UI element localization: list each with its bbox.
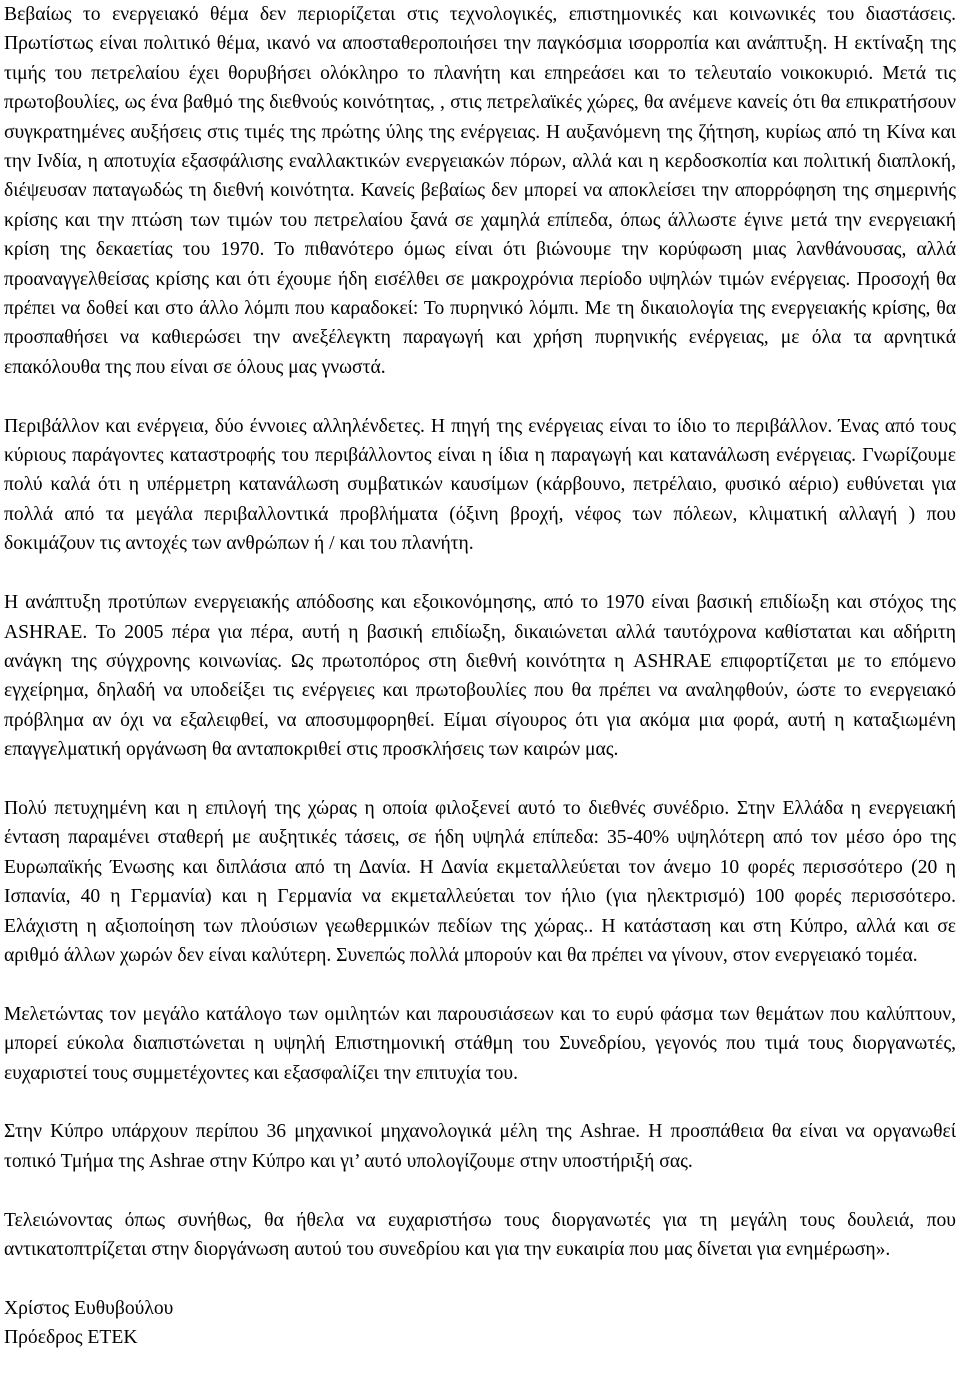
signature-title: Πρόεδρος ΕΤΕΚ (4, 1327, 138, 1349)
document-page (4, 0, 956, 1353)
paragraph-ashrae: Η ανάπτυξη προτύπων ενεργειακής απόδοσης και εξοικονόμησης, από το 1970 είναι βασική επιδίωξη και στόχος της ASHRAE. Το 2005 πέρα για πέρα, αυτή η βασική επιδίωξη, δικαιώνεται αλλά ταυτόχρονα καθίσταται και αδήριτη ανάγκη της σύγχρονης κοινωνίας. Ως πρωτοπόρος στη διεθνή κοινότητα η ASHRAE επιφορτίζεται με το επόμενο εγχείρημα, δηλαδή να υποδείξει τις ενέργειες και πρωτοβουλίες που θα πρέπει να αναληφθούν, ώστε το ενεργειακό πρόβλημα αν όχι να εξαλειφθεί, να αποσυμφορηθεί. Είμαι σίγουρος ότι για ακόμα μια φορά, αυτή η καταξιωμένη επαγγελματική οργάνωση θα ανταποκριθεί στις προσκλήσεις των καιρών μας. (4, 592, 956, 761)
paragraph-spacer (4, 382, 956, 411)
paragraph-host-country: Πολύ πετυχημένη και η επιλογή της χώρας η οποία φιλοξενεί αυτό το διεθνές συνέδριο. Στην Ελλάδα η ενεργειακή ένταση παραμένει σταθερή με αυξητικές τάσεις, σε ήδη υψηλά επίπεδα: 35-40% υψηλότερη από τον μέσο όρο της Ευρωπαϊκής Ένωσης και διπλάσια από τη Δανία. Η Δανία εκμεταλλεύεται τον άνεμο 10 φορές περισσότερο (20 η Ισπανία, 40 η Γερμανία) και η Γερμανία να εκμεταλλεύεται τον ήλιο (για ηλεκτρισμό) 100 φορές περισσότερο. Ελάχιστη η αξιοποίηση των πλούσιων γεωθερμικών πεδίων της χώρας.. Η κατάσταση και στη Κύπρο, αλλά και σε αριθμό άλλων χωρών δεν είναι καλύτερη. Συνεπώς πολλά μπορούν και θα πρέπει να γίνουν, στον ενεργειακό τομέα. (4, 797, 956, 966)
paragraph-energy-politics: Βεβαίως το ενεργειακό θέμα δεν περιορίζεται στις τεχνολογικές, επιστημονικές και κοινωνικές του διαστάσεις. Πρωτίστως είναι πολιτικό θέμα, ικανό να αποσταθεροποιήσει την παγκόσμια ισορροπία και ανάπτυξη. Η εκτίναξη της τιμής του πετρελαίου έχει θορυβήσει ολόκληρο το πλανήτη και επηρεάσει και το τελευταίο νοικοκυριό. Μετά τις πρωτοβουλίες, ως ένα βαθμό της διεθνούς κοινότητας, , στις πετρελαϊκές χώρες, θα ανέμενε κανείς ότι θα επικρατήσουν συγκρατημένες αυξήσεις στις τιμές της πρώτης ύλης της ενέργειας. Η αυξανόμενη της ζήτηση, κυρίως από τη Κίνα και την Ινδία, η αποτυχία εξασφάλισης εναλλακτικών ενεργειακών πόρων, αλλά και η κερδοσκοπία και πολιτική διαπλοκή, διέψευσαν παταγωδώς τη διεθνή κοινότητα. Κανείς βεβαίως δεν μπορεί να αποκλείσει την απορρόφηση της σημερινής κρίσης και την πτώση των τιμών του πετρελαίου ξανά σε χαμηλά επίπεδα, όπως άλλωστε έγινε μετά την ενεργειακή κρίση της δεκαετίας του 1970. Το πιθανότερο όμως είναι ότι βιώνουμε την κορύφωση μιας λανθάνουσας, αλλά προαναγγελθείσας κρίσης και ότι έχουμε ήδη εισέλθει σε μακροχρόνια περίοδο υψηλών τιμών ενέργειας. Προσοχή θα πρέπει να δοθεί και στο άλλο λόμπι που καραδοκεί: Το πυρηνικό λόμπι. Με τη δικαιολογία της ενεργειακής κρίσης, θα προσπαθήσει να καθιερώσει την ανεξέλεγκτη παραγωγή και χρήση πυρηνικής ενέργειας, με όλα τα αρνητικά επακόλουθα της που είναι σε όλους μας γνωστά. (4, 4, 956, 378)
paragraph-closing: Τελειώνοντας όπως συνήθως, θα ήθελα να ευχαριστήσω τους διοργανωτές για τη μεγάλη τους δουλειά, που αντικατοπτρίζεται στην διοργάνωση αυτού του συνεδρίου και για την ευκαιρία που μας δίνεται για ενημέρωση». (4, 1209, 956, 1260)
signature-name: Χρίστος Ευθυβούλου (4, 1297, 174, 1319)
paragraph-environment: Περιβάλλον και ενέργεια, δύο έννοιες αλληλένδετες. Η πηγή της ενέργειας είναι το ίδιο το περιβάλλον. Ένας από τους κύριους παράγοντες καταστροφής του περιβάλλοντος είναι η ίδια η παραγωγή και κατανάλωση ενέργειας. Γνωρίζουμε πολύ καλά ότι η υπέρμετρη κατανάλωση συμβατικών καυσίμων (κάρβουνο, πετρέλαιο, φυσικό αέριο) ευθύνεται για πολλά από τα μεγάλα περιβαλλοντικά προβλήματα (όξινη βροχή, νέφος των πόλεων, κλιματική αλλαγή ) που δοκιμάζουν τις αντοχές των ανθρώπων ή / και του πλανήτη. (4, 415, 956, 555)
paragraph-cyprus-chapter: Στην Κύπρο υπάρχουν περίπου 36 μηχανικοί μηχανολογικά μέλη της Ashrae. Η προσπάθεια θα είναι να οργανωθεί τοπικό Τμήμα της Ashrae στην Κύπρο και γι’ αυτό υπολογίζουμε στην υποστήριξή σας. (4, 1121, 956, 1172)
paragraph-speakers: Μελετώντας τον μεγάλο κατάλογο των ομιλητών και παρουσιάσεων και το ευρύ φάσμα των θεμάτων που καλύπτουν, μπορεί εύκολα διαπιστώνεται η υψηλή Επιστημονική στάθμη του Συνεδρίου, γεγονός που τιμά τους διοργανωτές, ευχαριστεί τους συμμετέχοντες και εξασφαλίζει την επιτυχία του. (4, 1003, 956, 1084)
